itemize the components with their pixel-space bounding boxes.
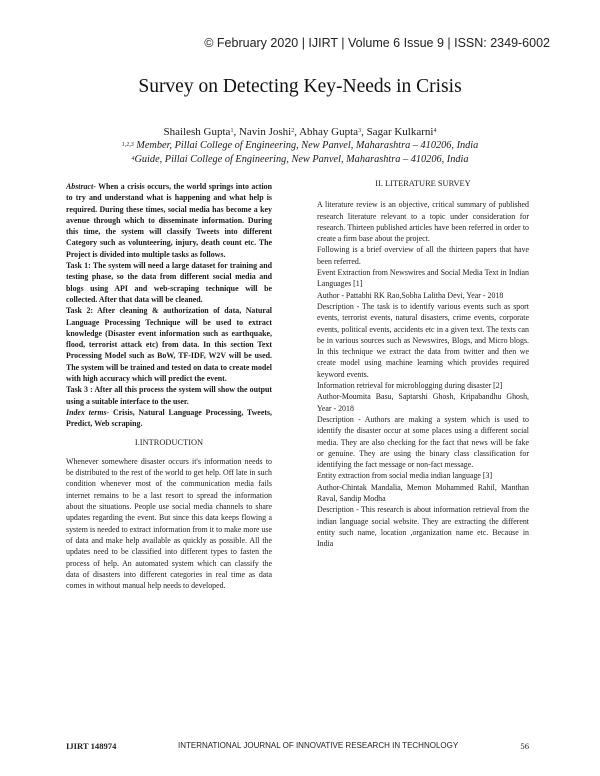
survey-paragraph: Author-Chintak Mandalia, Memon Mohammed Rahil, Manthan Raval, Sandip Modha	[317, 482, 529, 504]
page-number: 56	[520, 741, 529, 751]
author-name: Shailesh Gupta	[163, 126, 231, 138]
survey-paragraph: Description - The task is to identify various events such as sport events, terrorist events, natural disasters, crime events, corporate events, political events, accidents etc in a given text. The texts can be in various sources such as Newswires, Blogs, and Micro blogs. In this technique we extract the data from twitter and then we create model using machine learning which provides required keyword events.	[317, 301, 529, 379]
introduction-heading: I.INTRODUCTION	[134, 437, 204, 447]
literature-survey-heading: II. LITERATURE SURVEY	[375, 179, 471, 188]
survey-paragraph: Description - Authors are making a system which is used to identify the disaster occur at some places using a different social media. They are also checking for the fact that news will be fake or genuine. They are using the binary class classification for identifying the fact message or non-fact message.	[317, 414, 529, 470]
author-name: Navin Joshi	[238, 126, 292, 138]
survey-paragraph: Author - Pattabhi RK Rao,Sobha Lalitha Devi, Year - 2018	[317, 290, 504, 300]
author-name: Abhay Gupta	[299, 126, 359, 138]
paper-title: Survey on Detecting Key-Needs in Crisis	[138, 76, 462, 97]
task-1: Task 1: The system will need a large dataset for training and testing phase, so the data from different social media and blogs using API and web-scraping technique will be collected. After that data will be cleaned.	[66, 261, 272, 304]
right-column	[317, 181, 529, 550]
survey-paragraph: Event Extraction from Newswires and Social Media Text in Indian Languages [1]	[317, 268, 529, 289]
introduction-text: Whenever somewhere disaster occurs it's information needs to be distributed to the rest of the world to get help. Off late in such condition whenever most of the communication media fails internet remains to be a last resort to spread the information about the situations. People use social media channels to share updates regarding the event. But since this data keeps flowing a system is needed to extract information from it to make more use of data and make help available as quickly as possible. All the updates need to be classified into different types to fasten the process of help. An automated system which can classify the data of disasters into different categories in real time as data comes in without manual help needs to developed.	[66, 456, 272, 591]
footer-paper-id: IJIRT 148974	[66, 741, 117, 751]
author-superscript: 4	[433, 128, 437, 134]
task-2: Task 2: After cleaning & authorization of data, Natural Language Processing Technique will be used to extract knowledge (Disaster event information such as earthquake, flood, terrorist attack etc) from data. In this section Text Processing Model such as BoW, TF-IDF, W2V will be used. The system will be trained and tested on data to create model with high accuracy which will predict the event.	[66, 306, 272, 384]
survey-paragraph: Entity extraction from social media indian language [3]	[317, 471, 493, 481]
survey-paragraph: Author-Moumita Basu, Saptarshi Ghosh, Kripabandhu Ghosh, Year - 2018	[317, 392, 529, 413]
abstract-label: Abstract	[66, 182, 94, 191]
author-block	[0, 125, 600, 167]
index-terms: Index terms- Crisis, Natural Language Processing, Tweets, Predict, Web scraping.	[66, 407, 272, 429]
affiliation-guide: $^4$Guide, Pillai College of Engineering, New Panvel, Maharashtra – 410206, India	[131, 154, 469, 165]
author-names: Shailesh Gupta$^1$, Navin Joshi$^2$, Abhay Gupta$^3$, Sagar Kulkarni$^4$	[163, 126, 437, 138]
index-terms-label: Index terms-	[66, 407, 110, 417]
author-superscript: 1	[230, 128, 234, 134]
affiliation-members: $^{1,2,3}$ Member, Pillai College of Engineering, New Panvel, Maharashtra – 410206, India	[121, 140, 479, 151]
task-3: Task 3 : After all this process the system will show the output using a suitable interface to the user.	[66, 385, 272, 406]
author-superscript: 3	[358, 128, 362, 134]
survey-paragraph: Information retrieval for microblogging during disaster [2]	[317, 381, 503, 391]
left-column	[66, 181, 272, 591]
author-name: Sagar Kulkarni	[366, 126, 434, 138]
footer-journal-name: INTERNATIONAL JOURNAL OF INNOVATIVE RESEARCH IN TECHNOLOGY	[178, 741, 459, 750]
survey-paragraph: A literature review is an objective, critical summary of published research literature relevant to a topic under consideration for research. Thirteen published articles have been referred in order to create a firm base about the project.	[317, 200, 529, 244]
author-superscript: 2	[291, 128, 295, 134]
survey-paragraph: Following is a brief overview of all the thirteen papers that have been referred.	[317, 245, 529, 266]
abstract: Abstract- When a crisis occurs, the world springs into action to try and understand what is happening and what help is required. During these times, social media has become a key avenue through which to disseminate information. During this time, the system will classify Tweets into different Category such as volunteering, injury, death count etc. The Project is divided into multiple tasks as follows.	[66, 182, 272, 259]
survey-paragraph: Description - This research is about information retrieval from the indian language social website. They are extracting the different entity such name, location ,organization name etc. Because in India	[317, 505, 529, 549]
journal-header: © February 2020 | IJIRT | Volume 6 Issue 9 | ISSN: 2349-6002	[204, 36, 550, 50]
